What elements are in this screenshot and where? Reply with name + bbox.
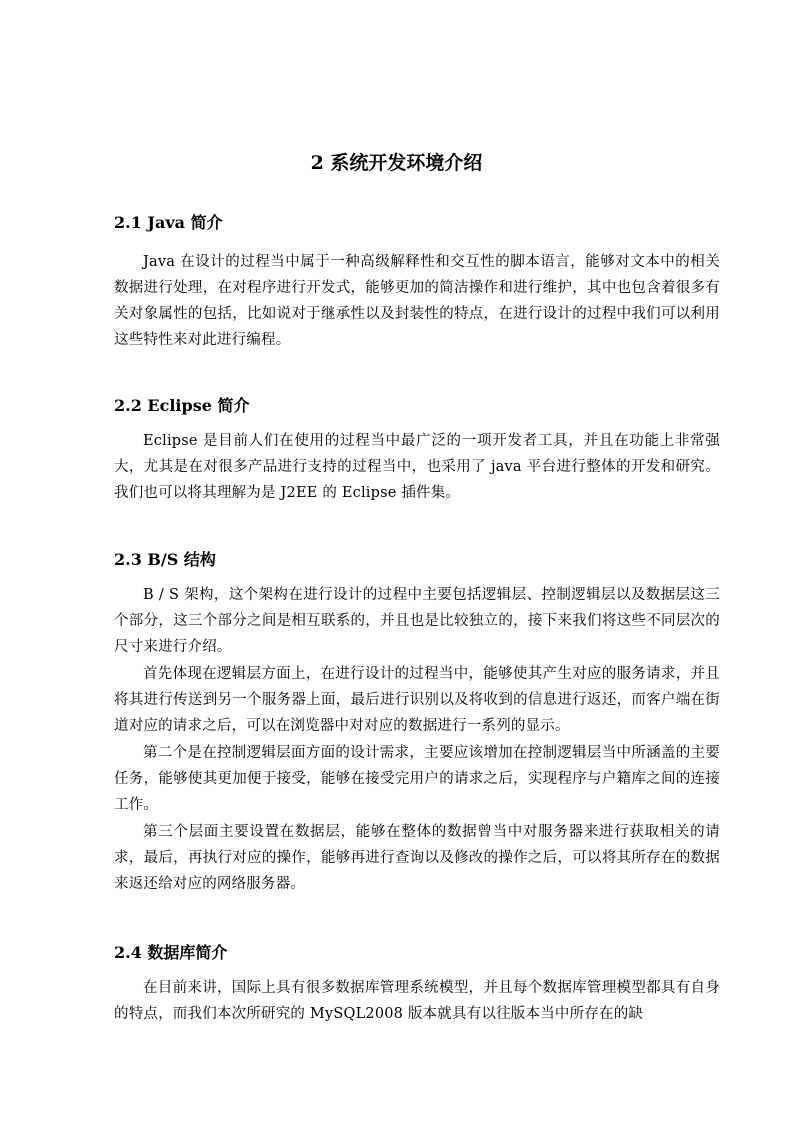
section-heading-java: 2.1 Java 简介 [114, 213, 223, 232]
paragraph-eclipse-intro: Eclipse 是目前人们在使用的过程当中最广泛的一项开发者工具，并且在功能上非常强大，尤其是在对很多产品进行支持的过程当中，也采用了 java 平台进行整体的开发和研究。我们也可以将其理解为是 J2EE 的 Eclipse 插件集。 [114, 433, 720, 501]
paragraph-bs-logic-layer: 首先体现在逻辑层方面上，在进行设计的过程当中，能够使其产生对应的服务请求，并且将其进行传送到另一个服务器上面，最后进行识别以及将收到的信息进行返还，而客户端在街道对应的请求之后，可以在浏览器中对对应的数据进行一系列的显示。 [114, 666, 720, 734]
paragraph-bs-overview: B / S 架构，这个架构在进行设计的过程中主要包括逻辑层、控制逻辑层以及数据层这三个部分，这三个部分之间是相互联系的，并且也是比较独立的，接下来我们将这些不同层次的尺寸来进行介绍。 [114, 587, 720, 655]
paragraph-bs-control-layer: 第二个是在控制逻辑层面方面的设计需求，主要应该增加在控制逻辑层当中所涵盖的主要任务，能够使其更加便于接受，能够在接受完用户的请求之后，实现程序与户籍库之间的连接工作。 [114, 745, 720, 813]
chapter-title: 2 系统开发环境介绍 [310, 152, 483, 174]
paragraph-database-intro: 在目前来讲，国际上具有很多数据库管理系统模型，并且每个数据库管理模型都具有自身的特点，而我们本次所研究的 MySQL2008 版本就具有以往版本当中所存在的缺 [114, 980, 720, 1022]
paragraph-bs-data-layer: 第三个层面主要设置在数据层，能够在整体的数据曾当中对服务器来进行获取相关的请求，最后，再执行对应的操作，能够再进行查询以及修改的操作之后，可以将其所存在的数据来返还给对应的网络服务器。 [114, 824, 720, 892]
section-heading-bs: 2.3 B/S 结构 [114, 550, 216, 569]
paragraph-java-intro: Java 在设计的过程当中属于一种高级解释性和交互性的脚本语言，能够对文本中的相关数据进行处理，在对程序进行开发式，能够更加的简洁操作和进行维护，其中也包含着很多有关对象属性的包括，比如说对于继承性以及封装性的特点，在进行设计的过程中我们可以利用这些特性来对此进行编程。 [114, 254, 720, 348]
section-heading-eclipse: 2.2 Eclipse 简介 [114, 396, 250, 415]
section-heading-database: 2.4 数据库简介 [114, 943, 228, 962]
